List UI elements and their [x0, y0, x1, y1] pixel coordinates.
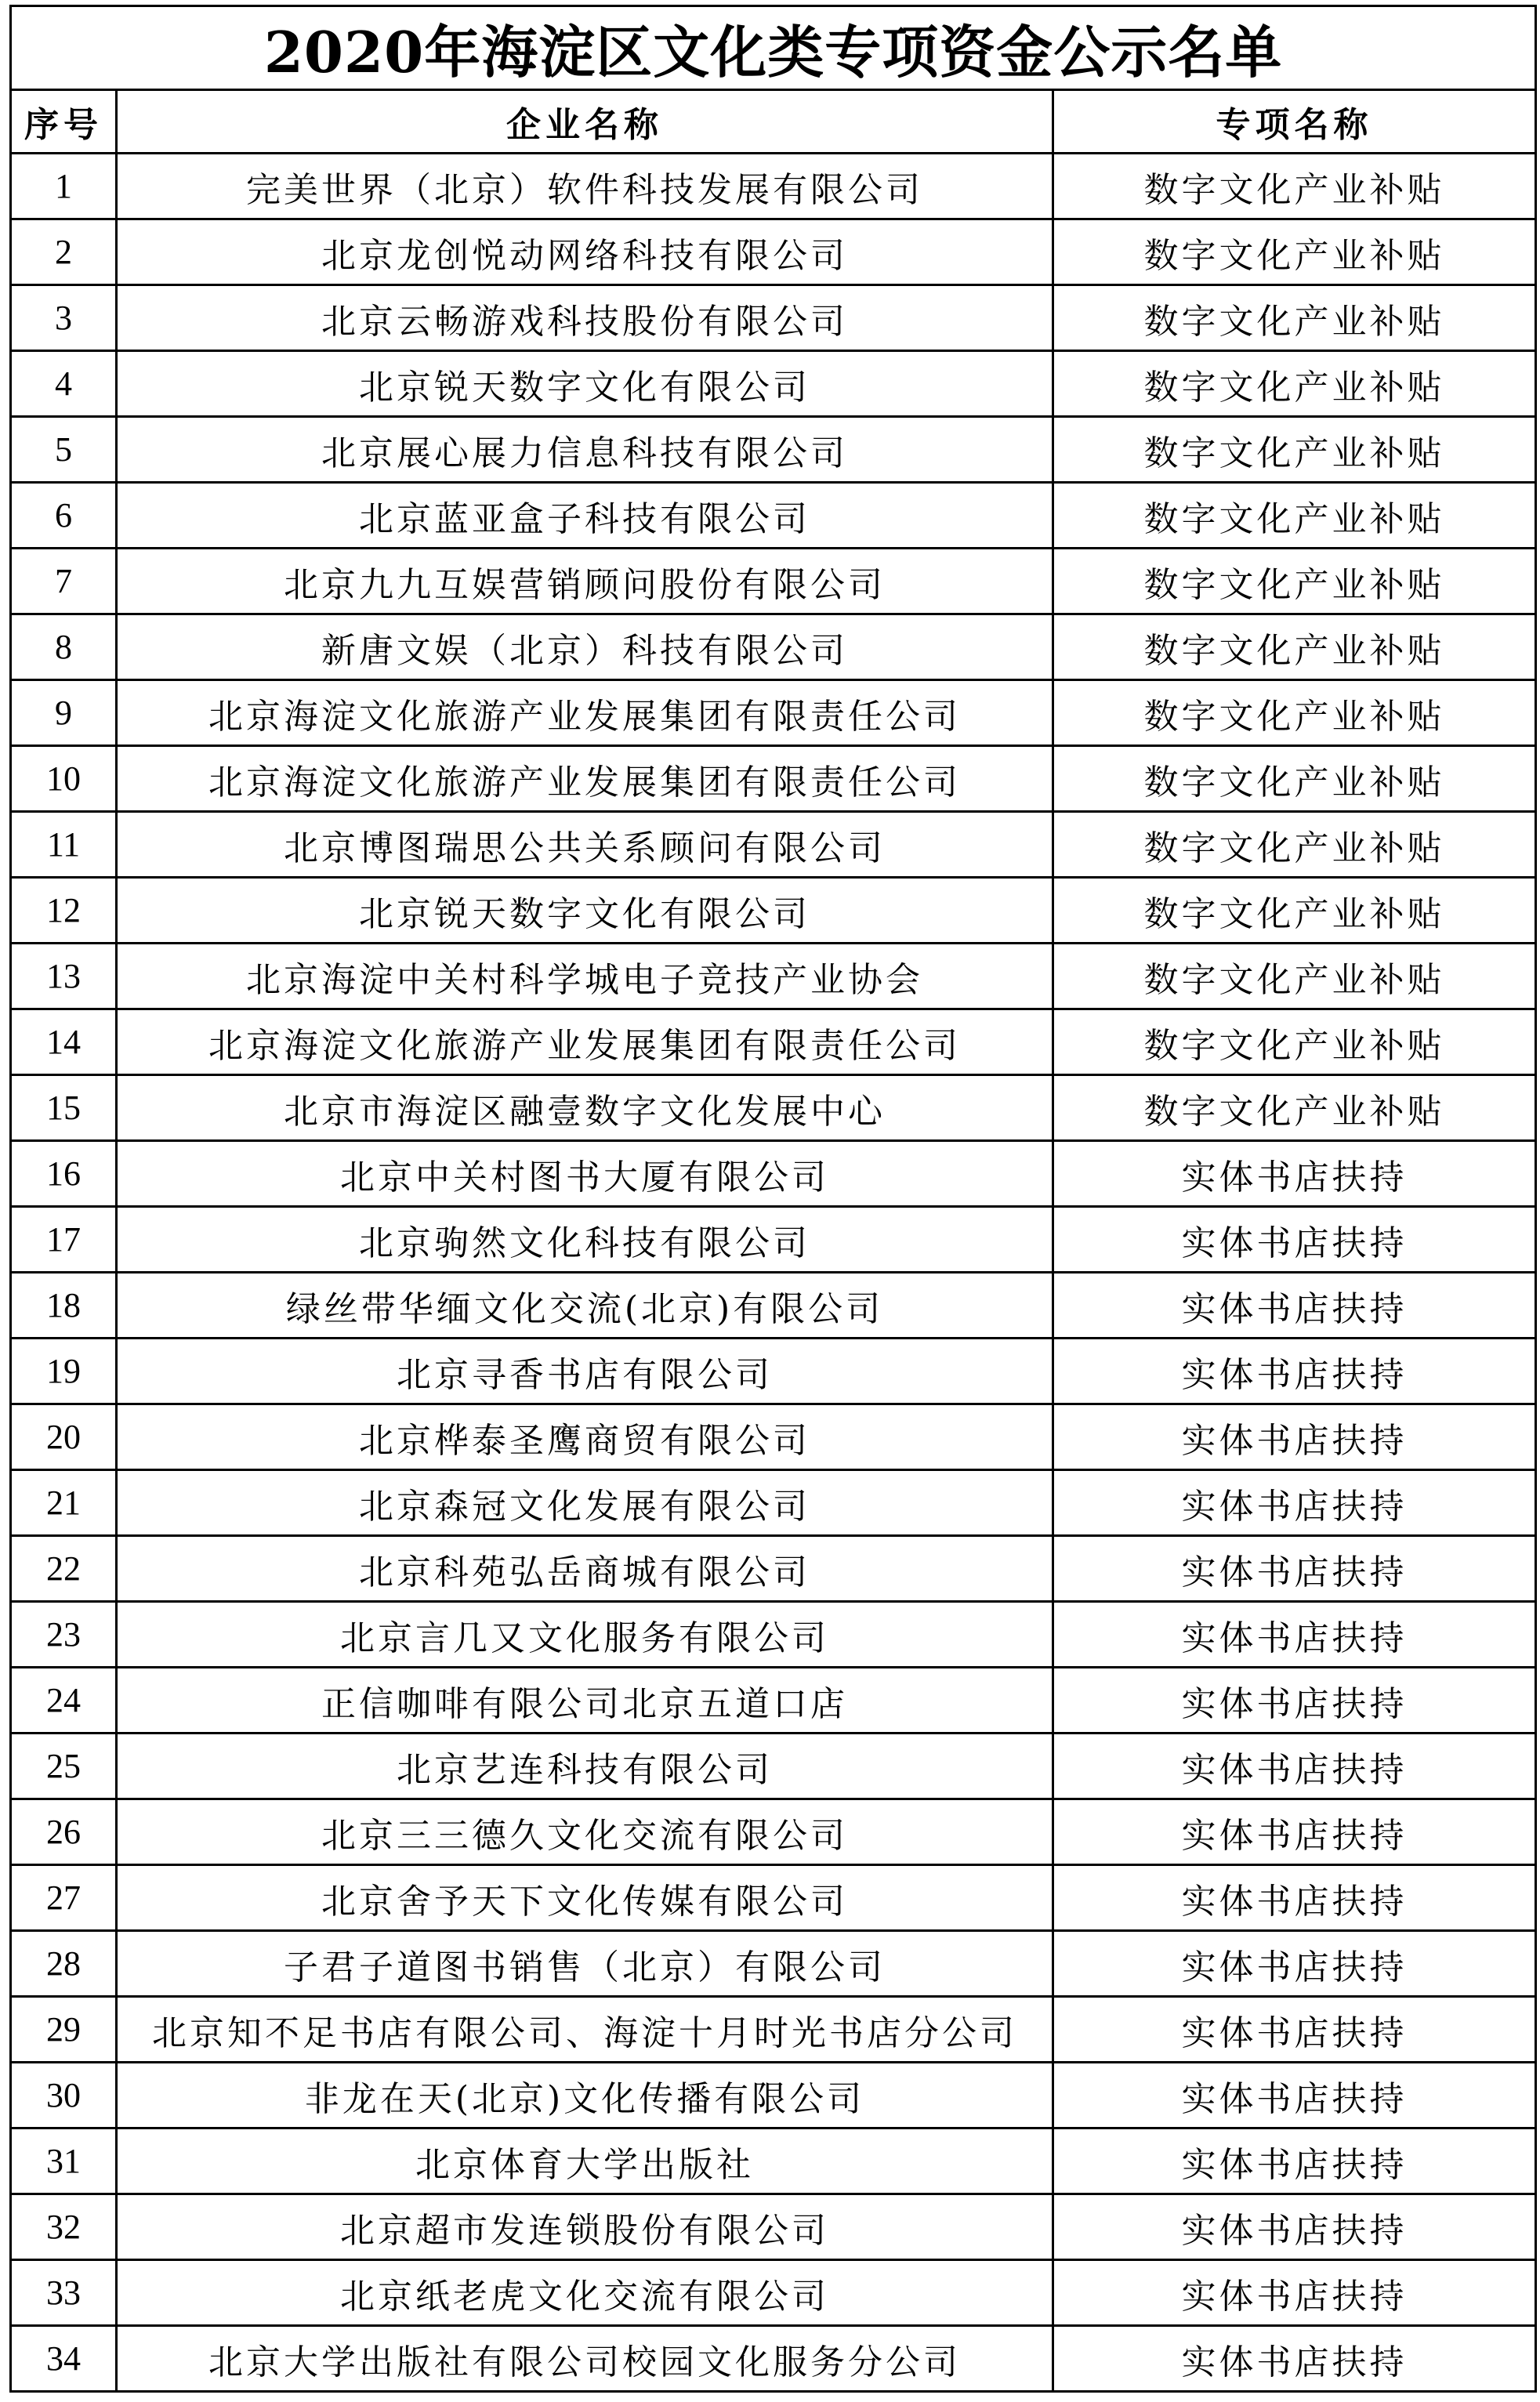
row-program-name: 数字文化产业补贴 [1053, 878, 1536, 944]
table-row [11, 2260, 1536, 2326]
row-program-name: 实体书店扶持 [1053, 1141, 1536, 1207]
row-program-name: 数字文化产业补贴 [1053, 680, 1536, 746]
row-company-name: 北京海淀文化旅游产业发展集团有限责任公司 [117, 1009, 1053, 1075]
row-company-name: 北京九九互娱营销顾问股份有限公司 [117, 549, 1053, 614]
table-row [11, 1602, 1536, 1668]
row-index: 25 [11, 1734, 117, 1799]
row-company-name: 北京锐天数字文化有限公司 [117, 351, 1053, 417]
row-company-name: 北京市海淀区融壹数字文化发展中心 [117, 1075, 1053, 1141]
row-index: 3 [11, 285, 117, 351]
table-row [11, 154, 1536, 219]
table-row [11, 351, 1536, 417]
row-program-name: 数字文化产业补贴 [1053, 944, 1536, 1009]
row-program-name: 数字文化产业补贴 [1053, 483, 1536, 549]
row-index: 9 [11, 680, 117, 746]
row-index: 14 [11, 1009, 117, 1075]
row-company-name: 北京博图瑞思公共关系顾问有限公司 [117, 812, 1053, 878]
table-row [11, 1799, 1536, 1865]
row-program-name: 实体书店扶持 [1053, 2326, 1536, 2392]
row-company-name: 北京展心展力信息科技有限公司 [117, 417, 1053, 483]
row-company-name: 北京海淀中关村科学城电子竞技产业协会 [117, 944, 1053, 1009]
funding-list-table [9, 5, 1537, 2393]
header-company: 企业名称 [117, 90, 1053, 154]
table-row [11, 1865, 1536, 1931]
table-row [11, 219, 1536, 285]
row-program-name: 数字文化产业补贴 [1053, 285, 1536, 351]
row-program-name: 实体书店扶持 [1053, 1273, 1536, 1339]
row-index: 21 [11, 1470, 117, 1536]
row-index: 24 [11, 1668, 117, 1734]
row-program-name: 数字文化产业补贴 [1053, 219, 1536, 285]
row-index: 7 [11, 549, 117, 614]
row-company-name: 北京中关村图书大厦有限公司 [117, 1141, 1053, 1207]
table-row [11, 1997, 1536, 2063]
row-program-name: 数字文化产业补贴 [1053, 746, 1536, 812]
table-row [11, 285, 1536, 351]
row-company-name: 北京纸老虎文化交流有限公司 [117, 2260, 1053, 2326]
row-company-name: 北京三三德久文化交流有限公司 [117, 1799, 1053, 1865]
table-row [11, 1536, 1536, 1602]
row-program-name: 数字文化产业补贴 [1053, 154, 1536, 219]
row-index: 2 [11, 219, 117, 285]
row-company-name: 北京森冠文化发展有限公司 [117, 1470, 1053, 1536]
row-company-name: 北京知不足书店有限公司、海淀十月时光书店分公司 [117, 1997, 1053, 2063]
row-company-name: 北京艺连科技有限公司 [117, 1734, 1053, 1799]
table-row [11, 1075, 1536, 1141]
row-index: 30 [11, 2063, 117, 2128]
row-index: 34 [11, 2326, 117, 2392]
row-program-name: 实体书店扶持 [1053, 1865, 1536, 1931]
row-program-name: 实体书店扶持 [1053, 1470, 1536, 1536]
row-program-name: 实体书店扶持 [1053, 1799, 1536, 1865]
row-program-name: 实体书店扶持 [1053, 1668, 1536, 1734]
row-program-name: 实体书店扶持 [1053, 1339, 1536, 1404]
row-program-name: 实体书店扶持 [1053, 2063, 1536, 2128]
row-company-name: 北京大学出版社有限公司校园文化服务分公司 [117, 2326, 1053, 2392]
row-program-name: 数字文化产业补贴 [1053, 812, 1536, 878]
row-company-name: 北京寻香书店有限公司 [117, 1339, 1053, 1404]
row-company-name: 北京海淀文化旅游产业发展集团有限责任公司 [117, 746, 1053, 812]
row-program-name: 数字文化产业补贴 [1053, 1075, 1536, 1141]
row-company-name: 北京舍予天下文化传媒有限公司 [117, 1865, 1053, 1931]
row-index: 6 [11, 483, 117, 549]
table-row [11, 1207, 1536, 1273]
row-index: 4 [11, 351, 117, 417]
table-row [11, 549, 1536, 614]
row-program-name: 实体书店扶持 [1053, 1602, 1536, 1668]
table-row [11, 1009, 1536, 1075]
row-program-name: 实体书店扶持 [1053, 2194, 1536, 2260]
header-program: 专项名称 [1053, 90, 1536, 154]
row-index: 18 [11, 1273, 117, 1339]
row-company-name: 北京海淀文化旅游产业发展集团有限责任公司 [117, 680, 1053, 746]
row-program-name: 数字文化产业补贴 [1053, 549, 1536, 614]
table-row [11, 483, 1536, 549]
row-company-name: 北京科苑弘岳商城有限公司 [117, 1536, 1053, 1602]
row-index: 19 [11, 1339, 117, 1404]
row-program-name: 实体书店扶持 [1053, 2260, 1536, 2326]
table-row [11, 2128, 1536, 2194]
table-row [11, 944, 1536, 1009]
row-program-name: 实体书店扶持 [1053, 2128, 1536, 2194]
row-company-name: 北京言几又文化服务有限公司 [117, 1602, 1053, 1668]
table-row [11, 1734, 1536, 1799]
row-index: 27 [11, 1865, 117, 1931]
row-index: 28 [11, 1931, 117, 1997]
row-company-name: 新唐文娱（北京）科技有限公司 [117, 614, 1053, 680]
row-program-name: 实体书店扶持 [1053, 1404, 1536, 1470]
row-program-name: 实体书店扶持 [1053, 1931, 1536, 1997]
row-company-name: 北京体育大学出版社 [117, 2128, 1053, 2194]
table-row [11, 1339, 1536, 1404]
row-index: 20 [11, 1404, 117, 1470]
row-program-name: 数字文化产业补贴 [1053, 351, 1536, 417]
header-index: 序号 [11, 90, 117, 154]
row-index: 8 [11, 614, 117, 680]
row-index: 16 [11, 1141, 117, 1207]
table-row [11, 1273, 1536, 1339]
row-company-name: 完美世界（北京）软件科技发展有限公司 [117, 154, 1053, 219]
row-index: 26 [11, 1799, 117, 1865]
row-program-name: 数字文化产业补贴 [1053, 1009, 1536, 1075]
row-program-name: 数字文化产业补贴 [1053, 614, 1536, 680]
table-row [11, 746, 1536, 812]
row-program-name: 数字文化产业补贴 [1053, 417, 1536, 483]
row-index: 13 [11, 944, 117, 1009]
row-program-name: 实体书店扶持 [1053, 1207, 1536, 1273]
row-company-name: 北京龙创悦动网络科技有限公司 [117, 219, 1053, 285]
table-body [11, 154, 1536, 2392]
table-row [11, 2194, 1536, 2260]
row-index: 5 [11, 417, 117, 483]
row-index: 17 [11, 1207, 117, 1273]
row-program-name: 实体书店扶持 [1053, 1734, 1536, 1799]
row-index: 1 [11, 154, 117, 219]
row-company-name: 非龙在天(北京)文化传播有限公司 [117, 2063, 1053, 2128]
table-row [11, 2063, 1536, 2128]
header-row [11, 90, 1536, 154]
table-row [11, 1668, 1536, 1734]
row-index: 33 [11, 2260, 117, 2326]
table-row [11, 1470, 1536, 1536]
row-company-name: 正信咖啡有限公司北京五道口店 [117, 1668, 1053, 1734]
table-row [11, 1931, 1536, 1997]
table-row [11, 1141, 1536, 1207]
row-company-name: 北京桦泰圣鹰商贸有限公司 [117, 1404, 1053, 1470]
table-row [11, 680, 1536, 746]
row-company-name: 绿丝带华缅文化交流(北京)有限公司 [117, 1273, 1053, 1339]
title-row [11, 6, 1536, 90]
row-index: 32 [11, 2194, 117, 2260]
row-company-name: 北京蓝亚盒子科技有限公司 [117, 483, 1053, 549]
row-company-name: 北京云畅游戏科技股份有限公司 [117, 285, 1053, 351]
table-row [11, 812, 1536, 878]
row-index: 11 [11, 812, 117, 878]
table-row [11, 1404, 1536, 1470]
table-row [11, 878, 1536, 944]
row-program-name: 实体书店扶持 [1053, 1536, 1536, 1602]
row-company-name: 北京锐天数字文化有限公司 [117, 878, 1053, 944]
row-company-name: 北京驹然文化科技有限公司 [117, 1207, 1053, 1273]
row-index: 31 [11, 2128, 117, 2194]
row-index: 22 [11, 1536, 117, 1602]
table-row [11, 2326, 1536, 2392]
row-program-name: 实体书店扶持 [1053, 1997, 1536, 2063]
document-title: 2020年海淀区文化类专项资金公示名单 [11, 6, 1536, 90]
row-index: 15 [11, 1075, 117, 1141]
table-row [11, 417, 1536, 483]
row-company-name: 北京超市发连锁股份有限公司 [117, 2194, 1053, 2260]
row-index: 29 [11, 1997, 117, 2063]
table-row [11, 614, 1536, 680]
row-company-name: 子君子道图书销售（北京）有限公司 [117, 1931, 1053, 1997]
row-index: 23 [11, 1602, 117, 1668]
row-index: 12 [11, 878, 117, 944]
row-index: 10 [11, 746, 117, 812]
